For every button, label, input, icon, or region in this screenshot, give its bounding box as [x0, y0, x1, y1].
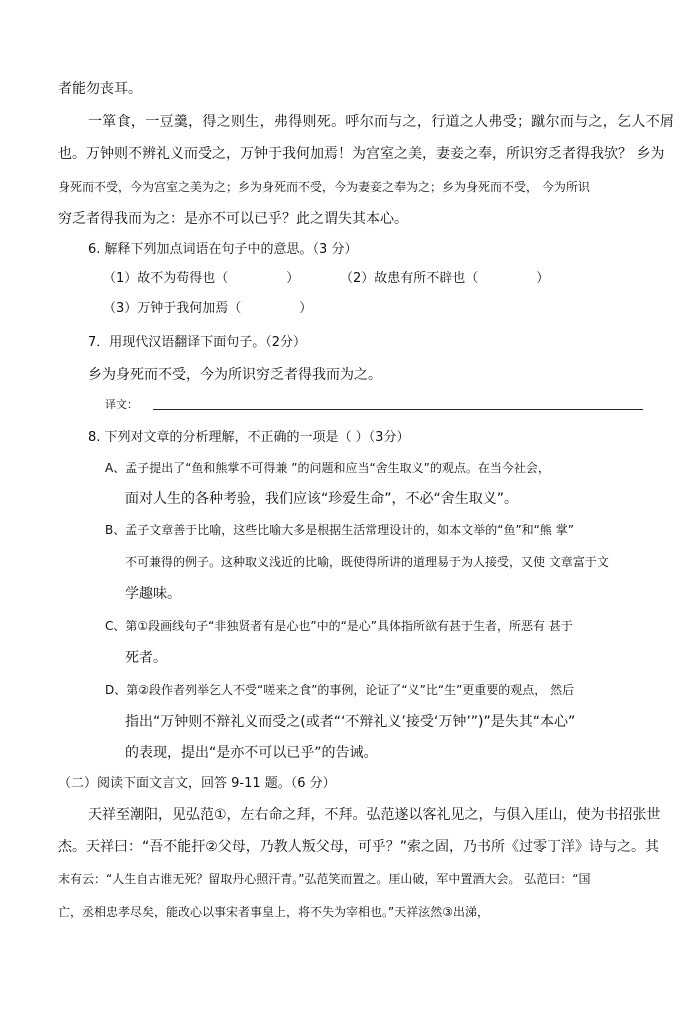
item-close: ）: [536, 271, 550, 286]
passage-line: 一箪食，一豆羹，得之则生，弗得则死。呼尔而与之，行道之人弗受；蹴尔而与之，乞人不屑: [88, 114, 675, 130]
passage-line: 身死而不受，今为宫室之美为之；乡为身死而不受，今为妻妾之奉为之；乡为身死而不受， 今为所识: [58, 180, 590, 194]
question-stem: 6. 解释下列加点词语在句子中的意思。（3 分）: [88, 242, 358, 257]
option-b-line: 学趣味。: [125, 586, 181, 602]
item-text: （2）故患有所不辟也（: [340, 271, 479, 286]
item-text: （3）万钟于我何加焉（: [103, 301, 242, 316]
option-d-line: D、第②段作者列举乞人不受“嗟来之食”的事例，论证了“义”比“生”更重要的观点， 然后: [105, 683, 575, 697]
question-stem: 8. 下列对文章的分析理解，不正确的一项是（ ）（3分）: [88, 430, 410, 445]
question-item-1: [103, 270, 299, 288]
passage-line: 者能勿丧耳。: [58, 81, 142, 97]
question-item-2: [340, 270, 549, 288]
answer-line[interactable]: [153, 409, 643, 410]
option-a-line: 面对人生的各种考验，我们应该“珍爱生命”，不必“舍生取义”。: [125, 491, 519, 507]
passage-line: 末有云：“人生自古谁无死？留取丹心照汗青。”弘范笑而置之。厓山破，军中置酒大会。 弘范曰：“国: [58, 872, 591, 886]
option-d-line: 的表现，提出“是亦不可以已乎”的告诫。: [125, 745, 378, 761]
item-text: （1）故不为苟得也（: [103, 271, 229, 286]
option-b-line: B、孟子文章善于比喻，这些比喻大多是根据生活常理设计的，如本文举的“鱼”和“熊 掌”: [105, 523, 574, 537]
passage-line: 也。万钟则不辨礼义而受之，万钟于我何加焉！为宫室之美，妻妾之奉，所识穷乏者得我欤？ 乡为: [58, 146, 665, 162]
section-heading: （二）阅读下面文言文，回答 9-11 题。（6 分）: [58, 776, 336, 791]
passage-line: 天祥至潮阳，见弘范①，左右命之拜，不拜。弘范遂以客礼见之，与俱入厓山，使为书招张世: [88, 807, 661, 823]
passage-line: 穷乏者得我而为之：是亦不可以已乎？此之谓失其本心。: [58, 211, 408, 227]
item-close: ）: [286, 271, 300, 286]
question-item-3: [103, 300, 312, 318]
question-stem: 7．用现代汉语翻译下面句子。（2分）: [88, 335, 307, 350]
passage-line: 杰。天祥曰：“吾不能扞②父母，乃教人叛父母，可乎？”索之固，乃书所《过零丁洋》诗与之。其: [58, 839, 660, 855]
option-c-line: 死者。: [125, 650, 167, 666]
option-d-line: 指出“万钟则不辩礼义而受之(或者“‘不辩礼义’接受‘万钟’”)”是失其“本心”: [125, 714, 576, 730]
question-sentence: 乡为身死而不受，今为所识穷乏者得我而为之。: [88, 367, 382, 383]
item-close: ）: [299, 301, 313, 316]
option-a-line: A、孟子提出了“鱼和熊掌不可得兼 ”的问题和应当“舍生取义”的观点。在当今社会，: [105, 461, 550, 475]
option-c-line: C、第①段画线句子“非独贤者有是心也”中的“是心”具体指所欲有甚于生者，所恶有 甚于: [105, 619, 573, 633]
answer-label: 译文：: [105, 398, 138, 411]
option-b-line: 不可兼得的例子。这种取义浅近的比喻，既使得所讲的道理易于为人接受，又使 文章富于文: [125, 555, 609, 569]
passage-line: 亡，丞相忠孝尽矣，能改心以事宋者事皇上，将不失为宰相也。”天祥泫然③出涕，: [58, 905, 489, 919]
